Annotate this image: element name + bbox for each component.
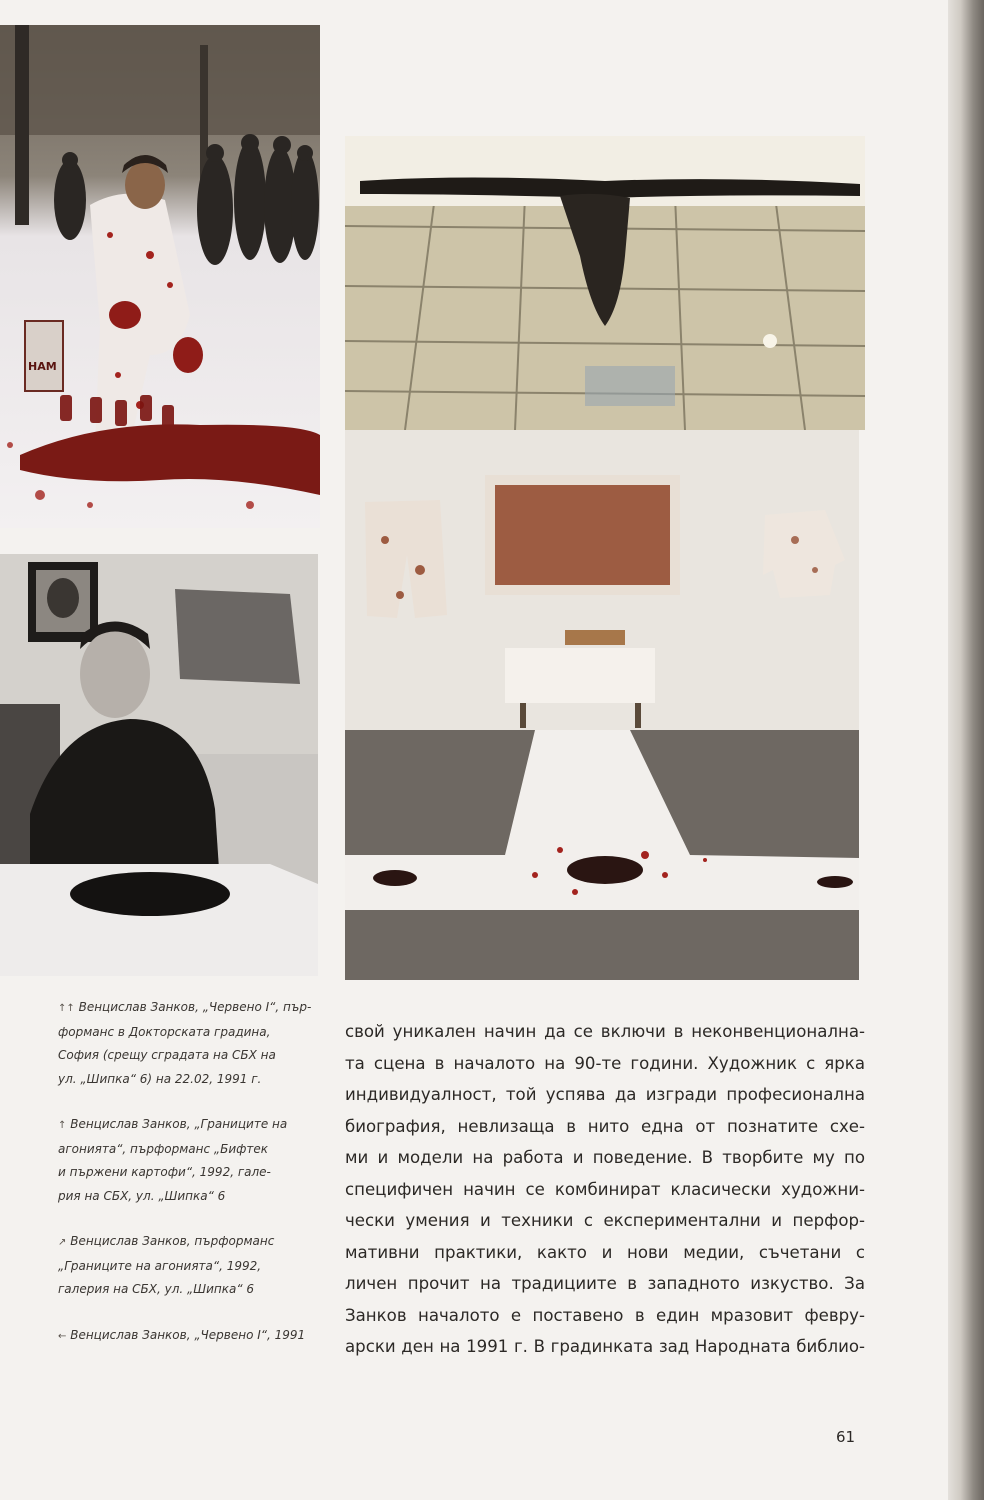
caption-1 bbox=[58, 996, 320, 1091]
body-line: личен прочит на традициите в западното изкуство. За bbox=[345, 1274, 865, 1293]
caption-4 bbox=[58, 1324, 320, 1349]
body-line: ми и модели на работа и поведение. В творбите му по bbox=[345, 1148, 865, 1167]
body-line: свой уникален начин да се включи в неконвенционална- bbox=[345, 1022, 865, 1041]
caption-arrow-icon: ↑↑ bbox=[58, 1003, 75, 1014]
body-line: индивидуалност, той успява да изгради професионална bbox=[345, 1085, 865, 1104]
body-line: Занков началото е поставено в един мразовит февру- bbox=[345, 1305, 865, 1325]
caption-text: Венцислав Занков, „Границите на агонията“, пърформанс „Бифтек и пържени картофи“, 1992, гале- рия на СБХ, ул. „Шипка“ 6 bbox=[58, 1117, 288, 1203]
photo-ceiling-crucifix bbox=[345, 136, 865, 430]
body-line: арски ден на 1991 г. В градинката зад Народната библио- bbox=[345, 1337, 865, 1356]
photo-gallery-installation bbox=[345, 430, 859, 980]
body-line: та сцена в началото на 90-те години. Художник с ярка bbox=[345, 1053, 865, 1073]
caption-3 bbox=[58, 1230, 320, 1302]
caption-text: Венцислав Занков, пърформанс „Границите на агонията“, 1992, галерия на СБХ, ул. „Шипка“ 6 bbox=[58, 1234, 275, 1296]
can-label: HAM bbox=[28, 360, 57, 373]
body-line: специфичен начин се комбинират класически художни- bbox=[345, 1179, 865, 1199]
page-number: 61 bbox=[836, 1428, 856, 1446]
photo-snow-performance bbox=[0, 25, 320, 528]
caption-2 bbox=[58, 1113, 320, 1208]
body-line: биография, невлизаща в нито една от познатите схе- bbox=[345, 1116, 865, 1136]
caption-text: Венцислав Занков, „Червено I“, 1991 bbox=[70, 1327, 306, 1342]
photo-captions bbox=[58, 996, 320, 1370]
caption-arrow-icon: ↑ bbox=[58, 1120, 67, 1131]
caption-arrow-icon: ↗ bbox=[58, 1237, 67, 1248]
caption-text: Венцислав Занков, „Червено I“, пър- форманс в Докторската градина, София (срещу сградата на СБХ на ул. „Шипка“ 6) на 22.02, 1991 г. bbox=[58, 1000, 312, 1086]
body-line: чески умения и техники с експериментални и перфор- bbox=[345, 1211, 865, 1230]
caption-arrow-icon: ← bbox=[58, 1330, 67, 1342]
book-binding-edge bbox=[948, 0, 984, 1500]
photo-bw-performance bbox=[0, 554, 318, 976]
body-line: мативни практики, както и нови медии, съчетани с bbox=[345, 1242, 865, 1262]
body-text bbox=[345, 1016, 865, 1363]
